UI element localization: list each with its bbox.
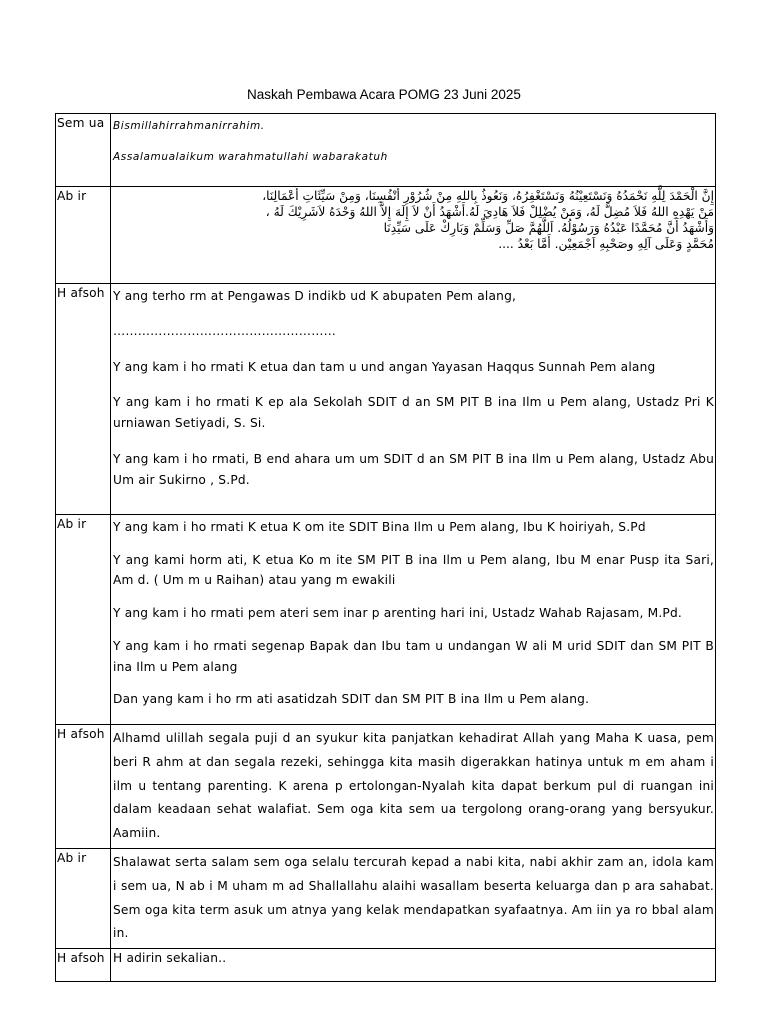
- speaker-cell: H afsoh: [56, 725, 111, 849]
- script-line: Y ang kam i ho rmati pem ateri sem inar p arenting hari ini, Ustadz Wahab Rajasam, M.Pd.: [113, 606, 682, 621]
- script-line: Y ang kam i ho rmati, B end ahara um um SDIT d an SM PIT B ina Ilm u Pem alang, Ustadz Abu Um air Sukirno , S.Pd.: [113, 451, 714, 488]
- script-line: Y ang kam i ho rmati K etua K om ite SDIT Bina Ilm u Pem alang, Ibu K hoiriyah, S.Pd: [113, 520, 646, 534]
- script-line: Shalawat serta salam sem oga selalu tercurah kepad a nabi kita, nabi akhir zam an, idola kam i sem ua, N ab i M uham m ad Shallallahu alaihi wasallam beserta keluarga dan p ara sahabat. Sem oga kita term asuk um atnya yang kelak mendapatkan syafaatnya. Am iin ya ro bbal alam in.: [113, 855, 714, 941]
- script-line: ………………………………………………: [113, 324, 336, 339]
- arabic-line: وَأَشْهَدُ أَنَّ مُحَمَّدًا عَبْدُهُ وَرَسُوْلُهُ. اَللَّهُمَّ صَلِّ وَسَلِّمْ وَبَارِكْ عَلَى سَيِّدِنَا: [383, 220, 714, 235]
- speaker-cell: Ab ir: [56, 187, 111, 284]
- speaker-cell: H afsoh: [56, 949, 111, 982]
- script-line: Y ang kami horm ati, K etua Ko m ite SM PIT B ina Ilm u Pem alang, Ibu M enar Pusp ita Sari, Am d. ( Um m u Raihan) atau yang m ewakili: [113, 552, 714, 588]
- script-line: Y ang kam i ho rmati K ep ala Sekolah SDIT d an SM PIT B ina Ilm u Pem alang, Ustadz Pri K urniawan Setiyadi, S. Si.: [113, 395, 714, 431]
- table-row: [56, 949, 716, 982]
- speaker-cell: Sem ua: [56, 114, 111, 187]
- script-line: Y ang kam i ho rmati segenap Bapak dan Ibu tam u undangan W ali M urid SDIT dan SM PIT B ina Ilm u Pem alang: [113, 638, 714, 674]
- script-line: Bismillahirrahmanirrahim.: [113, 120, 265, 132]
- arabic-line: مُحَمَّدٍ وَعَلَى آلِهِ وصَحْبِهِ اَجْمَعِيْن. أَمَّا بَعْدُ ....: [498, 236, 714, 251]
- script-line: Dan yang kam i ho rm ati asatidzah SDIT dan SM PIT B ina Ilm u Pem alang.: [113, 692, 590, 707]
- table-row: [56, 284, 716, 515]
- speaker-cell: H afsoh: [56, 284, 111, 515]
- speaker-cell: Ab ir: [56, 515, 111, 725]
- script-text-cell: [111, 515, 716, 725]
- table-row: [56, 515, 716, 725]
- script-line: Alhamd ulillah segala puji d an syukur kita panjatkan kehadirat Allah yang Maha K uasa, pem beri R ahm at dan segala rezeki, sehingga kita masih digerakkan hatinya untuk m em aham i ilm u tentang parenting. K arena p ertolongan-Nyalah kita dapat berkum pul di ruangan ini dalam keadaan sehat walafiat. Sem oga kita sem ua tergolong orang-orang yang bersyukur. Aamiin.: [113, 731, 714, 841]
- script-text-cell: [111, 949, 716, 982]
- table-row: [56, 114, 716, 187]
- script-table: [55, 113, 716, 982]
- script-text-cell: [111, 114, 716, 187]
- script-text-cell: [111, 725, 716, 849]
- script-text-cell: [111, 284, 716, 515]
- speaker-cell: Ab ir: [56, 849, 111, 949]
- script-line: Assalamualaikum warahmatullahi wabarakatuh: [113, 150, 388, 163]
- script-line: Y ang kam i ho rmati K etua dan tam u und angan Yayasan Haqqus Sunnah Pem alang: [113, 359, 656, 374]
- arabic-text-cell: [111, 187, 716, 284]
- arabic-line: مَنْ يَهْدِهِ اللهُ فَلاَ مُضِلَّ لَهُ، وَمَنْ يُضْلِلْ فَلاَ هَادِيَ لَهُ.أَشْهَدُ أَنْ لاَ إِلَهَ إِلاَّ اللهُ وَحْدَهُ لاَشَرِيْكَ لَهُ ،: [265, 204, 714, 219]
- table-row: [56, 725, 716, 849]
- script-text-cell: [111, 849, 716, 949]
- document-title: Naskah Pembawa Acara POMG 23 Juni 2025: [247, 87, 521, 102]
- script-line: H adirin sekalian..: [113, 951, 227, 966]
- table-row: [56, 849, 716, 949]
- arabic-line: إِنَّ الْحَمْدَ لِلَّهِ نَحْمَدُهُ وَنَسْتَعِيْنُهُ وَنَسْتَغْفِرُهُ، وَنَعُوذُ بِاللهِ مِنْ شُرُوْرِ أَنْفُسِنَا، وَمِنْ سَيِّئَاتِ أَعْمَالِنَا،: [262, 189, 714, 203]
- script-line: Y ang terho rm at Pengawas D indikb ud K abupaten Pem alang,: [113, 289, 517, 303]
- table-row: [56, 187, 716, 284]
